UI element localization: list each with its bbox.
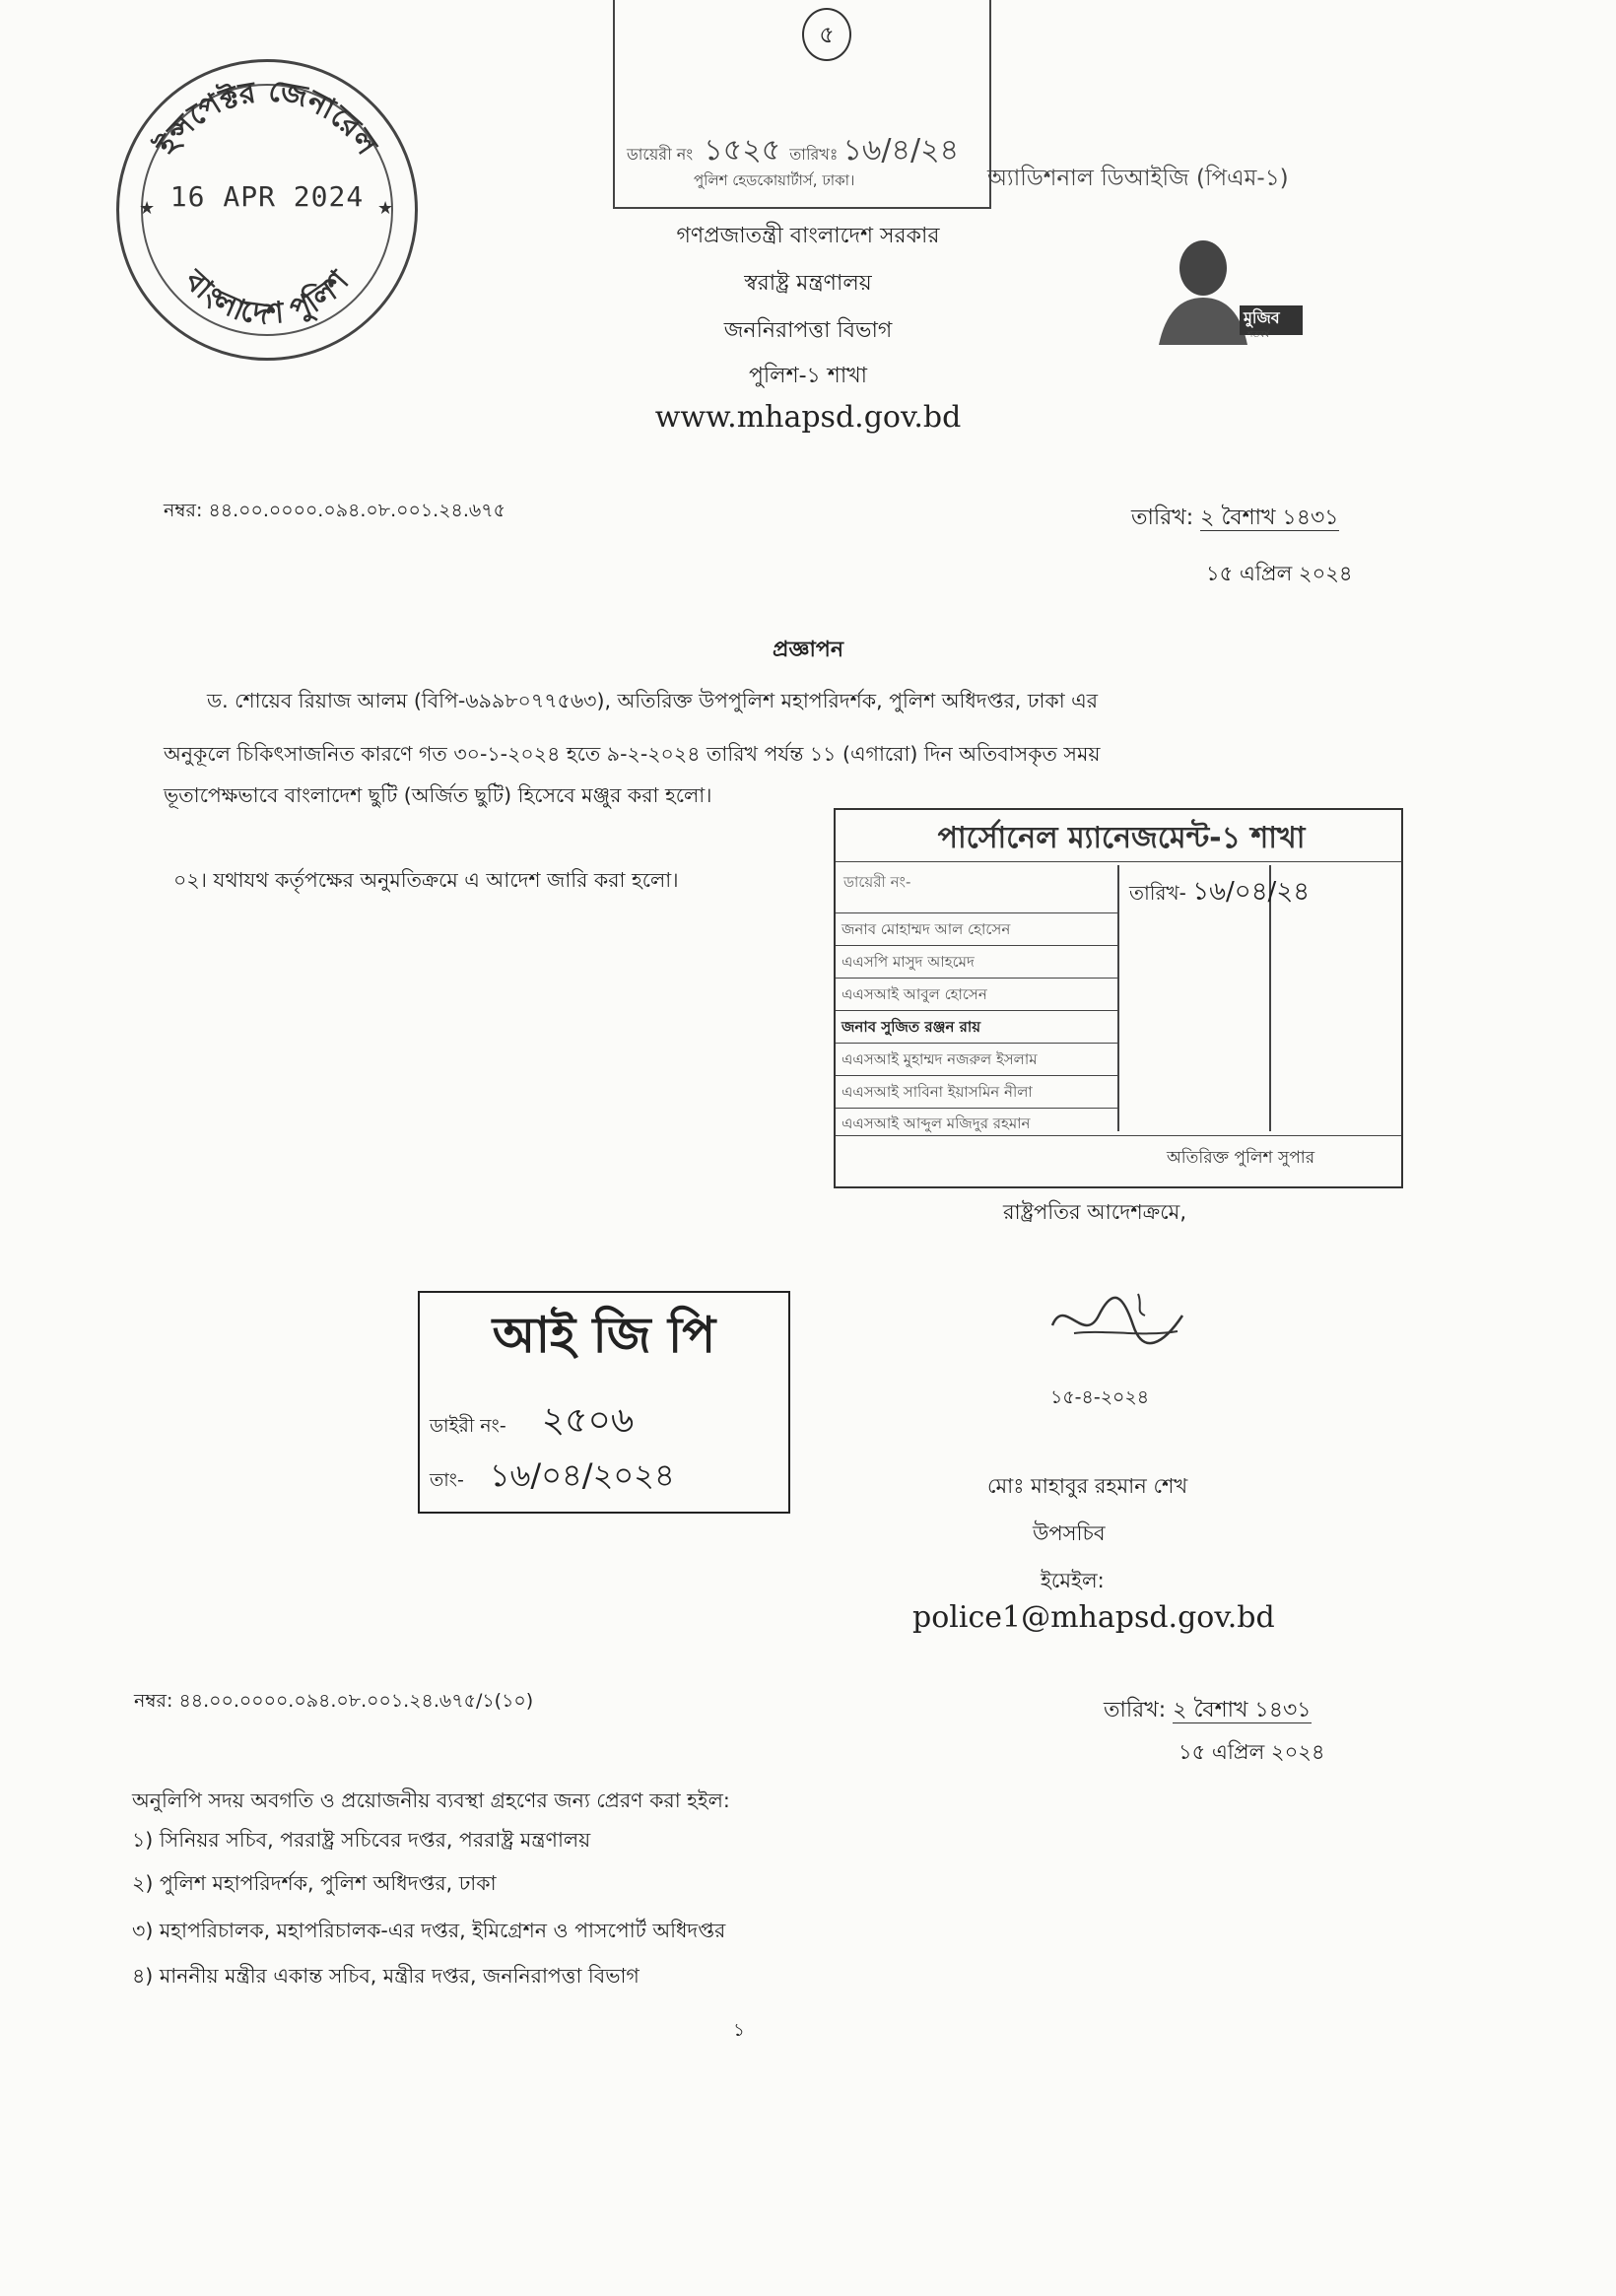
copy-memo-number-line: [134, 1687, 533, 1719]
header-branch: পুলিশ-১ শাখা: [748, 364, 868, 388]
logo-text: মুজিব: [1244, 308, 1280, 327]
personnel-management-stamp: [834, 808, 1403, 1188]
svg-text:ইন্সপেক্টর জেনারেল: [149, 74, 385, 163]
stamp-date-line: [1129, 871, 1310, 914]
igp-diary-number: ২৫০৬: [541, 1400, 635, 1441]
copy-memo-date-bangla: ২ বৈশাখ ১৪৩১: [1173, 1698, 1312, 1722]
email-label: ইমেইল:: [1041, 1569, 1105, 1592]
stamp-date: ১৬/০৪/২৪: [1192, 877, 1311, 907]
copy-item: ২) পুলিশ মহাপরিদর্শক, পুলিশ অধিদপ্তর, ঢাকা: [132, 1871, 497, 1895]
seal-top-text: ইন্সপেক্টর জেনারেল: [150, 73, 384, 162]
copy-memo-date-label: তারিখ:: [1104, 1698, 1167, 1722]
igp-title: আই জি পি: [492, 1307, 716, 1364]
seal-date: 16 APR 2024: [169, 180, 365, 213]
stamp-name: জনাব সুজিত রঞ্জন রায়: [842, 1018, 981, 1036]
header-website: www.mhapsd.gov.bd: [654, 400, 962, 435]
mujib-logo: [1149, 229, 1316, 347]
stamp-name: এএসপি মাসুদ আহমেদ: [842, 953, 975, 971]
stamp-name: এএসআই আবুল হোসেন: [842, 985, 987, 1003]
copy-item: ৩) মহাপরিচালক, মহাপরিচালক-এর দপ্তর, ইমিগ্রেশন ও পাসপোর্ট অধিদপ্তর: [132, 1919, 726, 1942]
copy-memo-date-english: ১৫ এপ্রিল ২০২৪: [1178, 1740, 1325, 1764]
stamp-name-row: [836, 912, 1119, 946]
signed-date: ১৫-৪-২০২৪: [1050, 1386, 1150, 1408]
diary-date-label: তারিখঃ: [789, 145, 839, 164]
inspector-general-seal: [116, 59, 418, 361]
memo-number-line: [164, 497, 505, 528]
copy-item: ১) সিনিয়র সচিব, পররাষ্ট্র সচিবের দপ্তর, পররাষ্ট্র মন্ত্রণালয়: [132, 1828, 591, 1852]
stamp-footer: অতিরিক্ত পুলিশ সুপার: [1167, 1148, 1315, 1168]
handwritten-note: অ্যাডিশনাল ডিআইজি (পিএম-১): [987, 166, 1289, 191]
memo-date-english: ১৫ এপ্রিল ২০২৪: [1206, 562, 1353, 585]
copy-memo-number-label: নম্বর:: [134, 1690, 173, 1712]
header-govt: গণপ্রজাতন্ত্রী বাংলাদেশ সরকার: [676, 224, 940, 248]
notification-title: প্রজ্ঞাপন: [773, 638, 843, 662]
signature-icon: [1044, 1286, 1192, 1355]
copy-memo-date-line: [1104, 1693, 1312, 1729]
stamp-name: এএসআই সাবিনা ইয়াসমিন নীলা: [842, 1083, 1033, 1101]
igp-diary-line: [430, 1393, 634, 1452]
igp-date: ১৬/০৪/২০২৪: [489, 1456, 675, 1494]
body-line-2: অনুকূলে চিকিৎসাজনিত কারণে গত ৩০-১-২০২৪ হতে ৯-২-২০২৪ তারিখ পর্যন্ত ১১ (এগারো) দিন অতিবাসকৃত সময়: [164, 742, 1101, 766]
body-line-1: ড. শোয়েব রিয়াজ আলম (বিপি-৬৯৯৮০৭৭৫৬৩), অতিরিক্ত উপপুলিশ মহাপরিদর্শক, পুলিশ অধিদপ্তর, ঢাকা এর: [207, 689, 1099, 712]
stamp-divider: [836, 861, 1401, 862]
copy-memo-number: ৪৪.০০.০০০০.০৯৪.০৮.০০১.২৪.৬৭৫/১(১০): [178, 1690, 534, 1712]
stamp-name-row: [836, 1108, 1119, 1138]
stamp-name-row: [836, 1010, 1119, 1044]
igp-date-line: [430, 1451, 675, 1504]
circle-mark: ৫: [802, 8, 851, 61]
igp-stamp: [418, 1291, 790, 1514]
memo-number-label: নম্বর:: [164, 500, 203, 521]
stamp-title: পার্সোনেল ম্যানেজমেন্ট-১ শাখা: [937, 821, 1306, 855]
body-line-3: ভূতাপেক্ষভাবে বাংলাদেশ ছুটি (অর্জিত ছুটি) হিসেবে মঞ্জুর করা হলো।: [164, 783, 712, 807]
page-number: ১: [733, 2020, 745, 2041]
stamp-name: এএসআই মুহাম্মদ নজরুল ইসলাম: [842, 1050, 1038, 1068]
igp-diary-label: ডাইরী নং-: [430, 1415, 506, 1437]
body-para-2: ০২। যথাযথ কর্তৃপক্ষের অনুমতিক্রমে এ আদেশ জারি করা হলো।: [173, 868, 679, 892]
logo-subtext: শতবর্ষ: [1247, 330, 1270, 340]
memo-date-line: [1131, 501, 1339, 537]
diary-date: ১৬/৪/২৪: [842, 133, 960, 168]
seal-star-icon: ★: [377, 198, 394, 219]
signatory-name: মোঃ মাহাবুর রহমান শেখ: [987, 1474, 1188, 1498]
copy-intro: অনুলিপি সদয় অবগতি ও প্রয়োজনীয় ব্যবস্থা গ্রহণের জন্য প্রেরণ করা হইল:: [132, 1789, 730, 1812]
stamp-divider: [836, 1135, 1401, 1136]
seal-star-icon: ★: [139, 198, 156, 219]
diary-office: পুলিশ হেডকোয়ার্টার্স, ঢাকা।: [694, 171, 855, 189]
stamp-name: জনাব মোহাম্মদ আল হোসেন: [842, 920, 1011, 938]
diary-label: ডায়েরী নং: [627, 145, 694, 164]
copy-item: ৪) মাননীয় মন্ত্রীর একান্ত সচিব, মন্ত্রীর দপ্তর, জননিরাপত্তা বিভাগ: [132, 1964, 640, 1988]
igp-date-label: তাং-: [430, 1469, 464, 1491]
portrait-icon: [1149, 229, 1316, 347]
svg-text:বাংলাদেশ পুলিশ: [177, 263, 357, 332]
email-address[interactable]: police1@mhapsd.gov.bd: [912, 1600, 1275, 1635]
signatory-designation: উপসচিব: [1033, 1521, 1106, 1545]
president-order-line: রাষ্ট্রপতির আদেশক্রমে,: [1003, 1200, 1186, 1224]
stamp-name-row: [836, 1075, 1119, 1109]
header-division: জননিরাপত্তা বিভাগ: [723, 318, 893, 343]
stamp-date-label: তারিখ-: [1129, 881, 1186, 905]
diary-stamp: [613, 0, 991, 209]
stamp-name: এএসআই আব্দুল মজিদুর রহমান: [842, 1114, 1031, 1132]
stamp-name-row: [836, 978, 1119, 1011]
diary-number: ১৫২৫: [704, 133, 781, 168]
stamp-name-row: [836, 945, 1119, 979]
stamp-name-row: [836, 1043, 1119, 1076]
memo-date-bangla: ২ বৈশাখ ১৪৩১: [1200, 506, 1339, 530]
header-ministry: স্বরাষ্ট্র মন্ত্রণালয়: [744, 271, 872, 296]
memo-number: ৪৪.০০.০০০০.০৯৪.০৮.০০১.২৪.৬৭৫: [208, 500, 505, 521]
stamp-diary-label: ডায়েরী নং-: [843, 873, 911, 891]
stamp-name-list: [836, 912, 1119, 1135]
memo-date-label: তারিখ:: [1131, 506, 1194, 530]
seal-bottom-text: বাংলাদেশ পুলিশ: [177, 263, 357, 332]
